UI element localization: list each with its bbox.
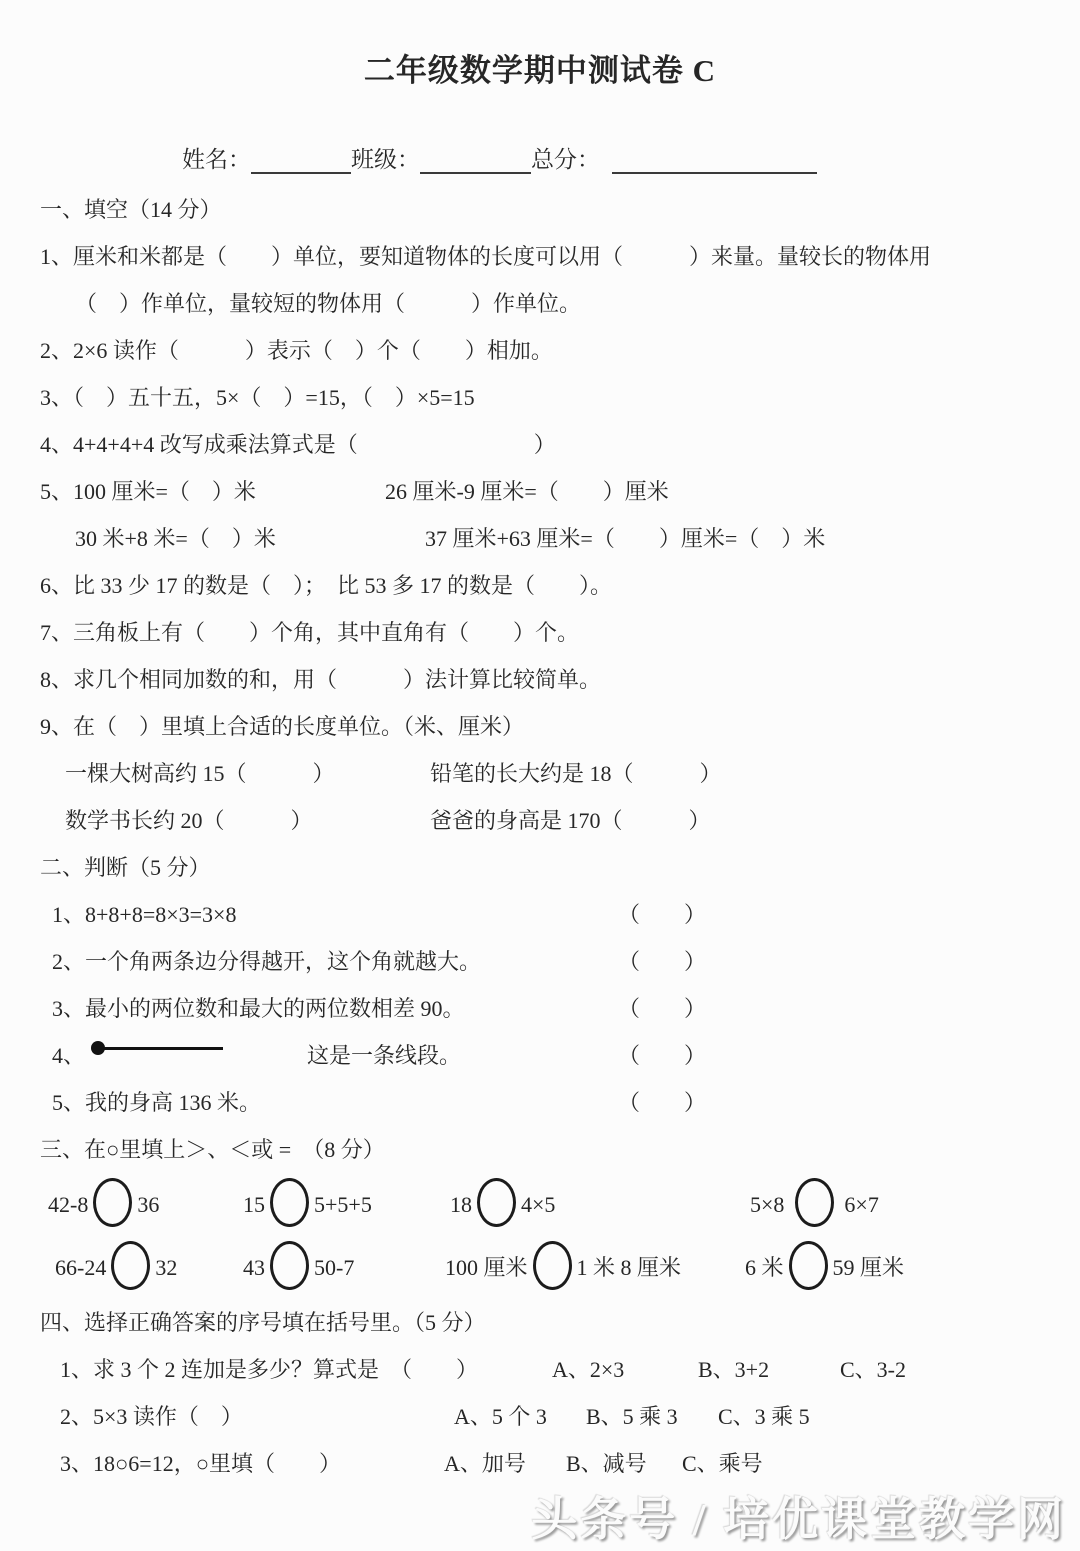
question-line (40, 468, 1040, 515)
compare-circle (789, 1241, 828, 1290)
answer-bracket: （ ） (618, 1043, 707, 1068)
choice-line (40, 1393, 1040, 1440)
paper-body (0, 186, 1080, 1487)
comparison-item (745, 1236, 904, 1299)
compare-left: 100 厘米 (445, 1255, 528, 1280)
segment-line (97, 1047, 223, 1050)
judgment-line (40, 1079, 1040, 1126)
choice-line (40, 1346, 1040, 1393)
judgment-line (40, 891, 1040, 938)
question-line: 9、在（ ）里填上合适的长度单位。（米、厘米） (40, 714, 525, 739)
compare-right: 36 (137, 1192, 160, 1217)
compare-circle (533, 1241, 572, 1290)
section4-heading: 四、选择正确答案的序号填在括号里。（5 分） (40, 1310, 486, 1335)
question-part-left: 5、100 厘米=（ ）米 (40, 479, 256, 504)
section1-heading: 一、填空（14 分） (40, 197, 222, 222)
compare-right: 6×7 (844, 1192, 879, 1217)
choice-option-c: C、3 乘 5 (718, 1404, 810, 1429)
compare-circle (270, 1178, 309, 1227)
question-line: （ ）作单位，量较短的物体用（ ）作单位。 (75, 291, 582, 316)
question-part-left: 数学书长约 20（ ） (65, 808, 313, 833)
comparison-item (48, 1173, 243, 1236)
page-title: 二年级数学期中测试卷 C (363, 53, 717, 88)
answer-bracket: （ ） (618, 949, 707, 974)
compare-left: 5×8 (750, 1192, 785, 1217)
compare-circle (270, 1241, 309, 1290)
question-line (40, 750, 1040, 797)
answer-bracket: （ ） (618, 996, 707, 1021)
choice-stem: 2、5×3 读作（ ） (60, 1404, 243, 1429)
question-part-right: 爸爸的身高是 170（ ） (430, 808, 711, 833)
compare-left: 66-24 (55, 1255, 107, 1280)
judgment-text: 1、8+8+8=8×3=3×8 (52, 902, 237, 927)
judgment-text: 3、最小的两位数和最大的两位数相差 90。 (52, 996, 465, 1021)
class-label: 班级： (351, 147, 420, 172)
choice-stem: 3、18○6=12，○里填（ ） (60, 1451, 341, 1476)
choice-line (40, 1440, 1040, 1487)
compare-left: 43 (243, 1255, 265, 1280)
section3-heading: 三、在○里填上＞、＜或 = （8 分） (40, 1137, 385, 1162)
question-part-right: 37 厘米+63 厘米=（ ）厘米=（ ）米 (425, 526, 826, 551)
judgment-text: 2、一个角两条边分得越开，这个角就越大。 (52, 949, 482, 974)
score-blank (612, 146, 817, 174)
choice-option-a: A、5 个 3 (454, 1404, 547, 1429)
compare-circle (93, 1178, 132, 1227)
compare-right: 5+5+5 (314, 1192, 372, 1217)
judgment-text: 5、我的身高 136 米。 (52, 1090, 262, 1115)
student-info-line (182, 140, 1080, 174)
choice-option-a: A、加号 (444, 1451, 526, 1476)
compare-circle (111, 1241, 150, 1290)
choice-option-b: B、减号 (566, 1451, 647, 1476)
question-line (40, 797, 1040, 844)
compare-right: 50-7 (314, 1255, 355, 1280)
question-line: 1、厘米和米都是（ ）单位，要知道物体的长度可以用（ ）来量。量较长的物体用 (40, 244, 932, 269)
comparison-row (40, 1236, 1040, 1299)
comparison-item (445, 1236, 745, 1299)
name-blank (251, 146, 351, 174)
class-blank (420, 146, 531, 174)
question-line: 6、比 33 少 17 的数是（ ）； 比 53 多 17 的数是（ ）。 (40, 573, 613, 598)
compare-circle (477, 1178, 516, 1227)
judgment-line (40, 1032, 1040, 1079)
compare-circle (795, 1178, 834, 1227)
name-label: 姓名： (182, 147, 251, 172)
watermark: 头条号 / 培优课堂教学网 (531, 1494, 1066, 1545)
choice-option-a: A、2×3 (552, 1357, 625, 1382)
question-part-left: 30 米+8 米=（ ）米 (75, 526, 276, 551)
compare-left: 42-8 (48, 1192, 89, 1217)
choice-option-b: B、5 乘 3 (586, 1404, 678, 1429)
answer-bracket: （ ） (618, 1090, 707, 1115)
judgment-line (40, 985, 1040, 1032)
compare-right: 32 (155, 1255, 178, 1280)
choice-option-b: B、3+2 (698, 1357, 770, 1382)
comparison-item (55, 1236, 243, 1299)
judgment-line (40, 938, 1040, 985)
score-label: 总分： (531, 147, 600, 172)
comparison-item (750, 1173, 879, 1236)
choice-option-c: C、乘号 (682, 1451, 763, 1476)
judgment-number: 4、 (52, 1043, 86, 1068)
judgment-text: 这是一条线段。 (307, 1043, 462, 1068)
comparison-row (40, 1173, 1040, 1236)
compare-right: 4×5 (521, 1192, 556, 1217)
question-part-left: 一棵大树高约 15（ ） (65, 761, 335, 786)
section2-heading: 二、判断（5 分） (40, 855, 211, 880)
question-line: 8、求几个相同加数的和，用（ ）法计算比较简单。 (40, 667, 602, 692)
compare-right: 59 厘米 (832, 1255, 905, 1280)
comparison-item (243, 1173, 450, 1236)
question-line: 3、（ ）五十五，5×（ ）=15，（ ）×5=15 (40, 385, 475, 410)
compare-left: 6 米 (745, 1255, 784, 1280)
question-line: 2、2×6 读作（ ）表示（ ）个（ ）相加。 (40, 338, 553, 363)
compare-left: 15 (243, 1192, 265, 1217)
question-part-right: 26 厘米-9 厘米=（ ）厘米 (385, 479, 669, 504)
choice-stem: 1、求 3 个 2 连加是多少？算式是 （ ） (60, 1357, 479, 1382)
choice-option-c: C、3-2 (840, 1357, 907, 1382)
compare-right: 1 米 8 厘米 (576, 1255, 682, 1280)
question-line: 7、三角板上有（ ）个角，其中直角有（ ）个。 (40, 620, 580, 645)
question-line (40, 515, 1040, 562)
compare-left: 18 (450, 1192, 472, 1217)
comparison-item (243, 1236, 445, 1299)
question-line: 4、4+4+4+4 改写成乘法算式是（ ） (40, 432, 556, 457)
comparison-item (450, 1173, 750, 1236)
answer-bracket: （ ） (618, 902, 707, 927)
line-segment-figure (91, 1041, 223, 1057)
question-part-right: 铅笔的长大约是 18（ ） (430, 761, 722, 786)
